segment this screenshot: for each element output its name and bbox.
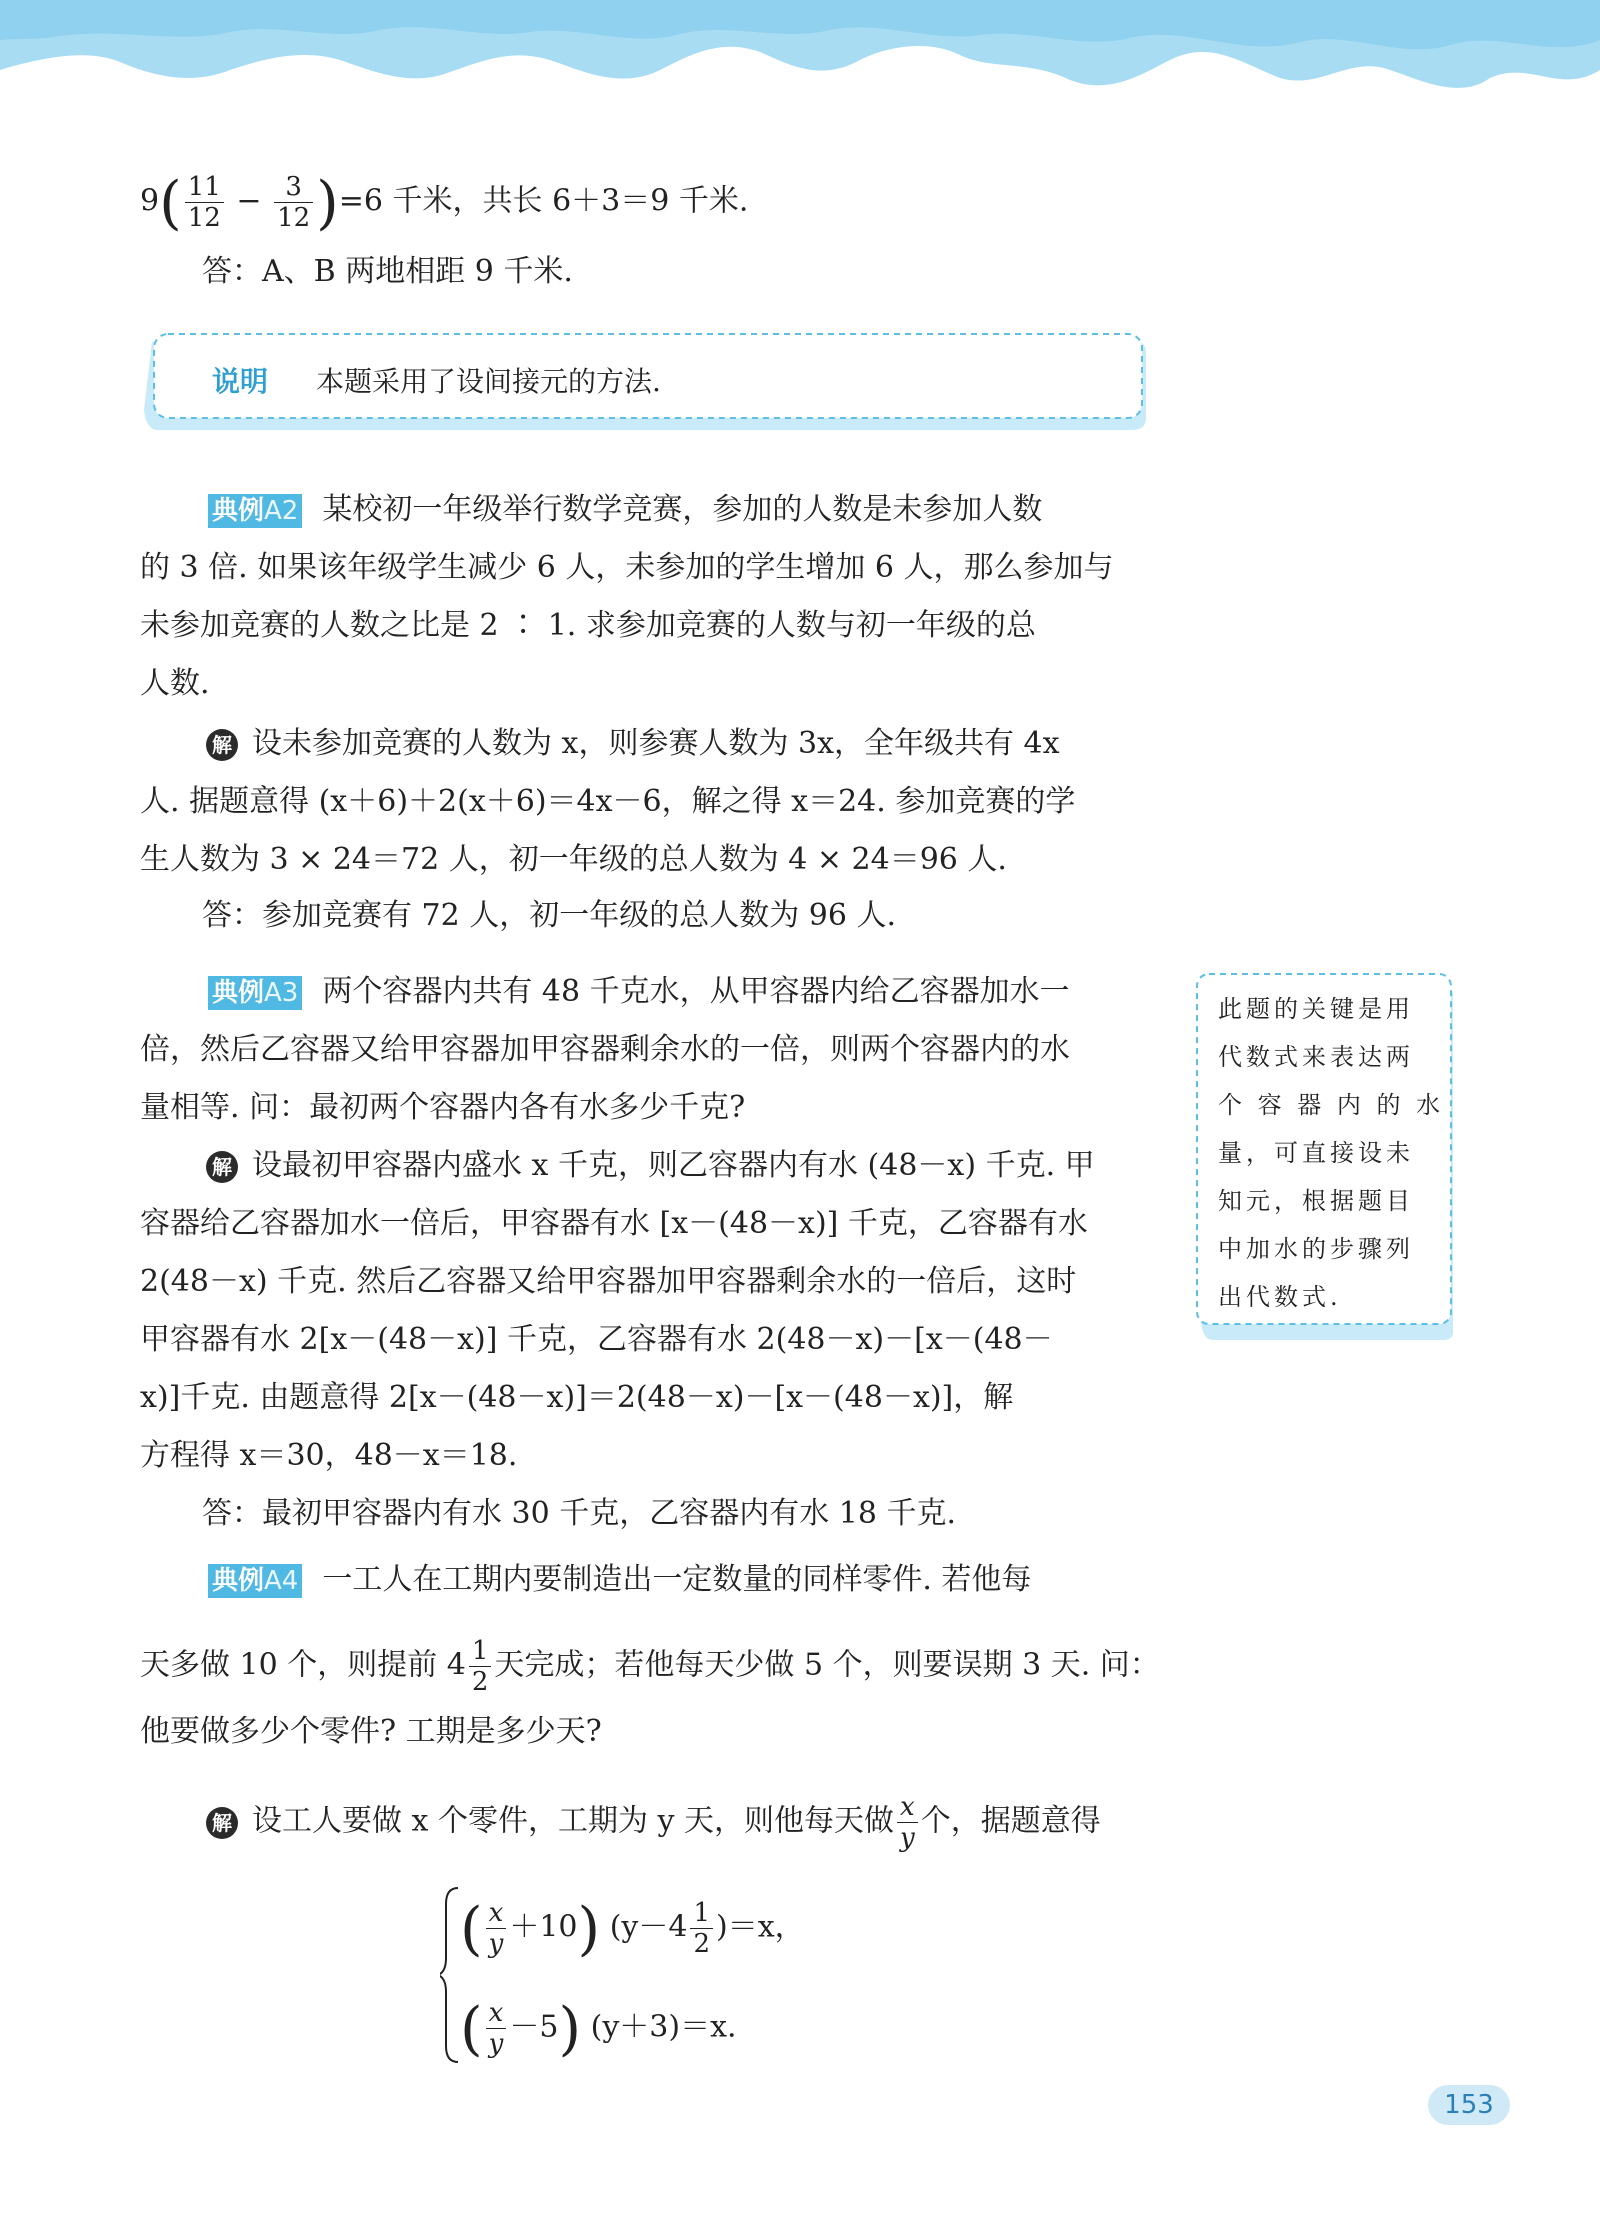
equation-2: ( $\frac{x}{y}$ －5) (y＋3)＝x. bbox=[460, 1994, 737, 2063]
left-paren: ( bbox=[159, 168, 182, 237]
example-a3-line-3: 量相等. 问：最初两个容器内各有水多少千克? bbox=[140, 1090, 746, 1125]
a2-solution-line-1: 解 设未参加竞赛的人数为 x，则参赛人数为 3x，全年级共有 4x bbox=[140, 724, 1150, 764]
calc-suffix: =6 千米，共长 6＋3＝9 千米. bbox=[338, 183, 749, 219]
fraction-1: $\frac{11}{12}$ bbox=[185, 172, 224, 233]
side-note-text: 此题的关键是用 代数式来表达两 个 容 器 内 的 水 量，可直接设未 知元，根据题目 中加水的步骤列 出代数式. bbox=[1218, 995, 1445, 1311]
a3-solution-line-5: x)]千克. 由题意得 2[x－(48－x)]＝2(48－x)－[x－(48－x)]，解 bbox=[140, 1380, 1014, 1415]
example-a2-line-3: 未参加竞赛的人数之比是 2 ∶ 1. 求参加竞赛的人数与初一年级的总 bbox=[140, 608, 1036, 643]
note-label: 说明 bbox=[212, 365, 269, 398]
example-a2-line-4: 人数. bbox=[140, 666, 210, 701]
mixed-fraction: $\frac{1}{2}$ bbox=[469, 1636, 492, 1697]
answer-line: 答：A、B 两地相距 9 千米. bbox=[202, 254, 573, 289]
a4-solution-line-1: 解 设工人要做 x 个零件，工期为 y 天，则他每天做 $\frac{x}{y}$ 个，据题意得 bbox=[140, 1792, 1150, 1853]
note-text: 本题采用了设间接元的方法. bbox=[316, 365, 661, 398]
a3-solution-line-6: 方程得 x＝30，48－x＝18. bbox=[140, 1438, 518, 1473]
cloud-banner bbox=[0, 0, 1600, 150]
example-a3-line-1: 典例A3 两个容器内共有 48 千克水，从甲容器内给乙容器加水一 bbox=[140, 972, 1150, 1012]
right-paren: ) bbox=[316, 168, 339, 237]
x-over-y-fraction: $\frac{x}{y}$ bbox=[897, 1792, 918, 1853]
a3-answer: 答：最初甲容器内有水 30 千克，乙容器内有水 18 千克. bbox=[202, 1496, 957, 1531]
calculation-line bbox=[140, 168, 1150, 237]
a3-solution-line-4: 甲容器有水 2[x－(48－x)] 千克，乙容器有水 2(48－x)－[x－(48－ bbox=[140, 1322, 1053, 1357]
example-badge-a4: 典例A4 bbox=[208, 1564, 302, 1598]
a2-solution-line-3: 生人数为 3 × 24＝72 人，初一年级的总人数为 4 × 24＝96 人. bbox=[140, 842, 1007, 877]
example-a4-line-3: 他要做多少个零件? 工期是多少天? bbox=[140, 1714, 602, 1749]
example-a4-line-1: 典例A4 一工人在工期内要制造出一定数量的同样零件. 若他每 bbox=[140, 1560, 1150, 1600]
equation-1: ( $\frac{x}{y}$ ＋10) (y－4 $\frac{1}{2}$ )＝x， bbox=[460, 1894, 805, 1963]
example-badge-a2: 典例A2 bbox=[208, 494, 302, 528]
solution-mark: 解 bbox=[206, 1151, 238, 1183]
a3-solution-line-2: 容器给乙容器加水一倍后，甲容器有水 [x－(48－x)] 千克，乙容器有水 bbox=[140, 1206, 1088, 1241]
example-a4-line-2: 天多做 10 个，则提前 4 $\frac{1}{2}$ 天完成；若他每天少做 5 个，则要误期 3 天. 问： bbox=[140, 1636, 1160, 1697]
example-a2-line-2: 的 3 倍. 如果该年级学生减少 6 人，未参加的学生增加 6 人，那么参加与 bbox=[140, 550, 1114, 585]
fraction-2: $\frac{3}{12}$ bbox=[274, 172, 313, 233]
a3-solution-line-3: 2(48－x) 千克. 然后乙容器又给甲容器加甲容器剩余水的一倍后，这时 bbox=[140, 1264, 1077, 1299]
solution-mark: 解 bbox=[206, 1807, 238, 1839]
a2-answer: 答：参加竞赛有 72 人，初一年级的总人数为 96 人. bbox=[202, 898, 897, 933]
example-badge-a3: 典例A3 bbox=[208, 976, 302, 1010]
calc-prefix: 9 bbox=[140, 183, 160, 219]
a3-solution-line-1: 解 设最初甲容器内盛水 x 千克，则乙容器内有水 (48－x) 千克. 甲 bbox=[140, 1146, 1150, 1186]
example-a2-line-1: 典例A2 某校初一年级举行数学竞赛，参加的人数是未参加人数 bbox=[140, 490, 1150, 530]
solution-mark: 解 bbox=[206, 729, 238, 761]
page-number: 153 bbox=[1428, 2085, 1510, 2125]
example-a3-line-2: 倍，然后乙容器又给甲容器加甲容器剩余水的一倍，则两个容器内的水 bbox=[140, 1032, 1070, 1067]
a2-solution-line-2: 人. 据题意得 (x＋6)＋2(x＋6)＝4x－6，解之得 x＝24. 参加竞赛的学 bbox=[140, 784, 1076, 819]
minus-sign: − bbox=[236, 183, 262, 219]
